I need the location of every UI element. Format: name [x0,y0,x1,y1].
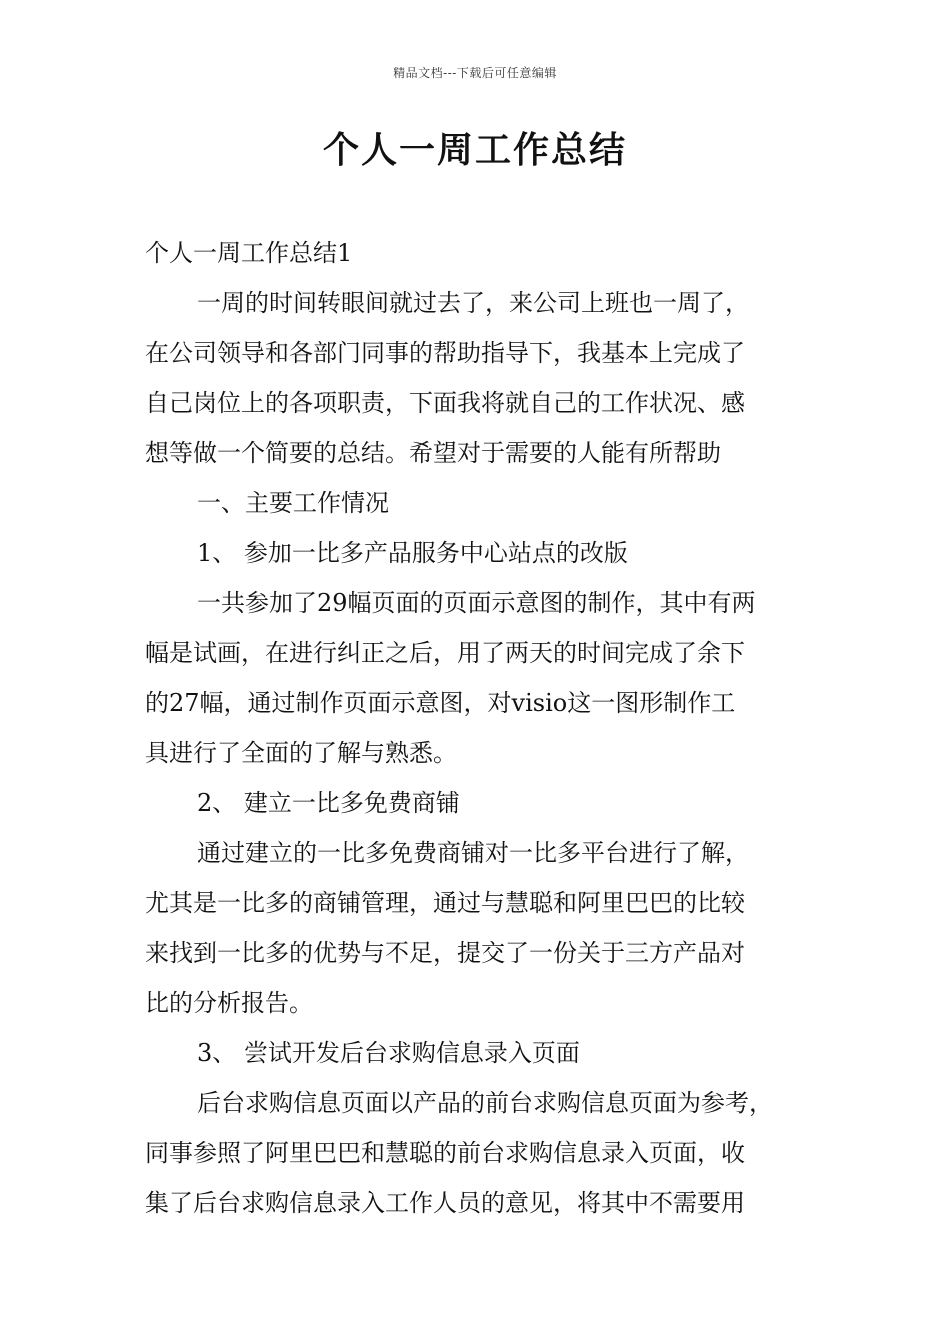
paragraph-line: 幅是试画，在进行纠正之后，用了两天的时间完成了余下 [145,639,745,667]
page-header: 精品文档---下载后可任意编辑 [393,66,557,80]
paragraph-line: 想等做一个简要的总结。希望对于需要的人能有所帮助 [145,439,721,467]
paragraph-line: 通过建立的一比多免费商铺对一比多平台进行了解， [197,839,749,867]
paragraph-line: 一共参加了29幅页面的页面示意图的制作，其中有两 [197,589,756,617]
list-item-heading: 3、 尝试开发后台求购信息录入页面 [197,1039,580,1067]
section-heading: 个人一周工作总结1 [145,239,353,267]
list-item-heading: 2、 建立一比多免费商铺 [197,789,460,817]
paragraph-line: 尤其是一比多的商铺管理，通过与慧聪和阿里巴巴的比较 [145,889,745,917]
document-title: 个人一周工作总结 [322,130,627,171]
paragraph-line: 后台求购信息页面以产品的前台求购信息页面为参考， [197,1089,773,1117]
paragraph-line: 比的分析报告。 [145,989,313,1017]
paragraph-line: 一周的时间转眼间就过去了，来公司上班也一周了， [197,289,749,317]
paragraph-line: 来找到一比多的优势与不足，提交了一份关于三方产品对 [145,939,745,967]
paragraph-line: 具进行了全面的了解与熟悉。 [145,739,457,767]
subheading: 一、主要工作情况 [197,489,389,517]
paragraph-line: 在公司领导和各部门同事的帮助指导下，我基本上完成了 [145,339,745,367]
paragraph-line: 的27幅，通过制作页面示意图，对visio这一图形制作工 [145,689,736,717]
paragraph-line: 同事参照了阿里巴巴和慧聪的前台求购信息录入页面，收 [145,1139,745,1167]
list-item-heading: 1、 参加一比多产品服务中心站点的改版 [197,539,628,567]
paragraph-line: 集了后台求购信息录入工作人员的意见，将其中不需要用 [145,1189,745,1217]
document-body [145,228,815,1228]
paragraph-line: 自己岗位上的各项职责，下面我将就自己的工作状况、感 [145,389,745,417]
